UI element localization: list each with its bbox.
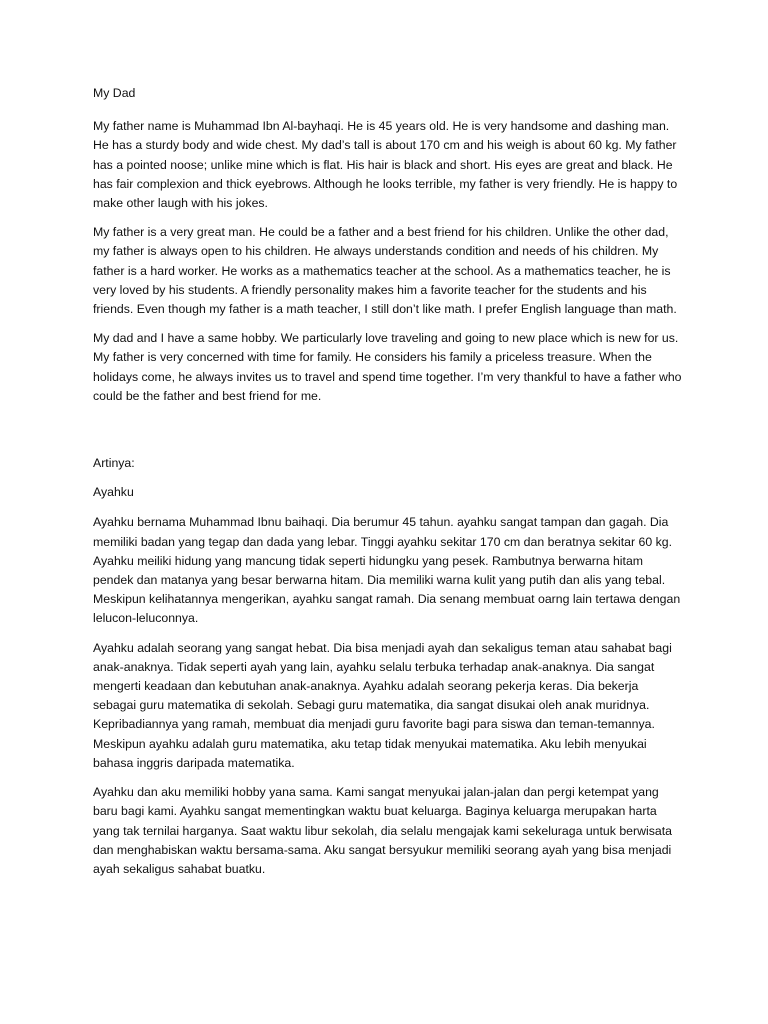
translation-paragraph-2: Ayahku adalah seorang yang sangat hebat. Dia bisa menjadi ayah dan sekaligus teman atau sahabat bagi anak-anaknya. Tidak seperti ayah yang lain, ayahku selalu terbuka terhadap anak-anaknya. Dia sangat mengerti keadaan dan kebutuhan anak-anaknya. Ayahku adalah seorang pekerja keras. Dia bekerja sebagai guru matematika di sekolah. Sebagi guru matematika, dia sangat disukai oleh anak muridnya. Kepribadiannya yang ramah, membuat dia menjadi guru favorite bagi para siswa dan teman-temannya. Meskipun ayahku adalah guru matematika, aku tetap tidak menyukai matematika. Aku lebih menyukai bahasa inggris daripada matematika. [93,640,672,770]
english-paragraph-3: My dad and I have a same hobby. We particularly love traveling and going to new place which is new for us. My father is very concerned with time for family. He considers his family a priceless treasure. When the holidays come, he always invites us to travel and spend time together. I’m very thankful to have a father who could be the father and best friend for me. [93,331,682,403]
document-title: My Dad [93,86,136,100]
document-page [93,84,683,889]
english-paragraph-1: My father name is Muhammad Ibn Al-bayhaqi. He is 45 years old. He is very handsome and dashing man. He has a sturdy body and wide chest. My dad’s tall is about 170 cm and his weigh is about 60 kg. My father has a pointed noose; unlike mine which is flat. His hair is black and short. His eyes are great and black. He has fair complexion and thick eyebrows. Although he looks terrible, my father is very friendly. He is happy to make other laugh with his jokes. [93,119,678,211]
translation-paragraph-3: Ayahku dan aku memiliki hobby yana sama. Kami sangat menyukai jalan-jalan dan pergi ketempat yang baru bagi kami. Ayahku sangat mementingkan waktu buat keluarga. Baginya keluarga merupakan harta yang tak ternilai harganya. Saat waktu libur sekolah, dia selalu mengajak kami sekeluraga untuk berwisata dan menghabiskan waktu bersama-sama. Aku sangat bersyukur memiliki seorang ayah yang bisa menjadi ayah sekaligus sahabat buatku. [93,785,672,876]
translation-title: Ayahku [93,485,134,500]
translation-paragraph-1: Ayahku bernama Muhammad Ibnu baihaqi. Dia berumur 45 tahun. ayahku sangat tampan dan gagah. Dia memiliki badan yang tegap dan dada yang lebar. Tinggi ayahku sekitar 170 cm dan beratnya sekitar 60 kg. Ayahku meiliki hidung yang mancung tidak seperti hidungku yang pesek. Rambutnya berwarna hitam pendek dan matanya yang besar berwarna hitam. Dia memiliki warna kulit yang putih dan alis yang tebal. Meskipun kelihatannya mengerikan, ayahku sangat ramah. Dia senang membuat oarng lain tertawa dengan lelucon-leluconnya. [93,515,681,626]
english-paragraph-2: My father is a very great man. He could be a father and a best friend for his children. Unlike the other dad, my father is always open to his children. He always understands condition and needs of his children. My father is a hard worker. He works as a mathematics teacher at the school. As a mathematics teacher, he is very loved by his students. A friendly personality makes him a favorite teacher for the students and his friends. Even though my father is a math teacher, I still don’t like math. I prefer English language than math. [93,225,677,317]
translation-label: Artinya: [93,456,135,471]
section-spacer [93,416,683,454]
